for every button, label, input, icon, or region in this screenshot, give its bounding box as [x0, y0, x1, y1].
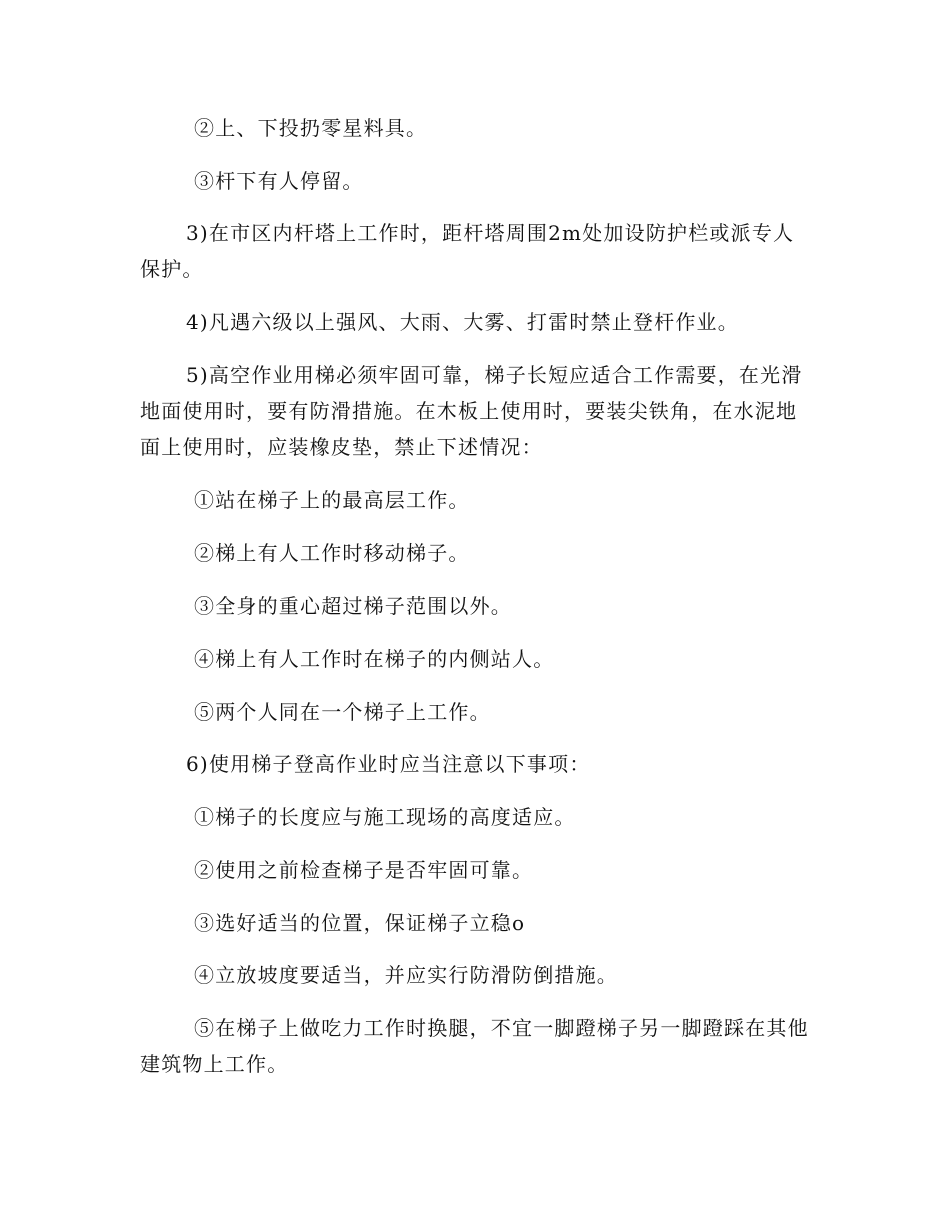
paragraph-item-4: ④立放坡度要适当，并应实行防滑防倒措施。	[194, 963, 618, 987]
paragraph-section-6: 6)使用梯子登高作业时应当注意以下事项：	[186, 752, 591, 776]
paragraph-item-5: ⑤两个人同在一个梯子上工作。	[194, 700, 491, 724]
paragraph-item-3: ③选好适当的位置，保证梯子立稳o	[194, 911, 526, 935]
paragraph-item-2: ②梯上有人工作时移动梯子。	[194, 541, 470, 565]
paragraph-item-2: ②使用之前检查梯子是否牢固可靠。	[194, 858, 534, 882]
paragraph-item-1: ①梯子的长度应与施工现场的高度适应。	[194, 805, 576, 829]
paragraph-item-2: ②上、下投扔零星料具。	[194, 116, 428, 140]
paragraph-item-3: ③全身的重心超过梯子范围以外。	[194, 594, 512, 618]
paragraph-section-3: 3)在市区内杆塔上工作时，距杆塔周围2m处加设防护栏或派专人保护。	[140, 221, 795, 281]
paragraph-item-5: ⑤在梯子上做吃力工作时换腿，不宜一脚蹬梯子另一脚蹬踩在其他建筑物上工作。	[140, 1016, 809, 1076]
paragraph-item-4: ④梯上有人工作时在梯子的内侧站人。	[194, 647, 555, 671]
paragraph-section-4: 4)凡遇六级以上强风、大雨、大雾、打雷时禁止登杆作业。	[186, 310, 739, 334]
paragraph-item-3: ③杆下有人停留。	[194, 169, 364, 193]
paragraph-item-1: ①站在梯子上的最高层工作。	[194, 488, 470, 512]
paragraph-section-5: 5)高空作业用梯必须牢固可靠，梯子长短应适合工作需要，在光滑地面使用时，要有防滑措施。在木板上使用时，要装尖铁角，在水泥地面上使用时，应装橡皮垫，禁止下述情况：	[140, 363, 803, 459]
